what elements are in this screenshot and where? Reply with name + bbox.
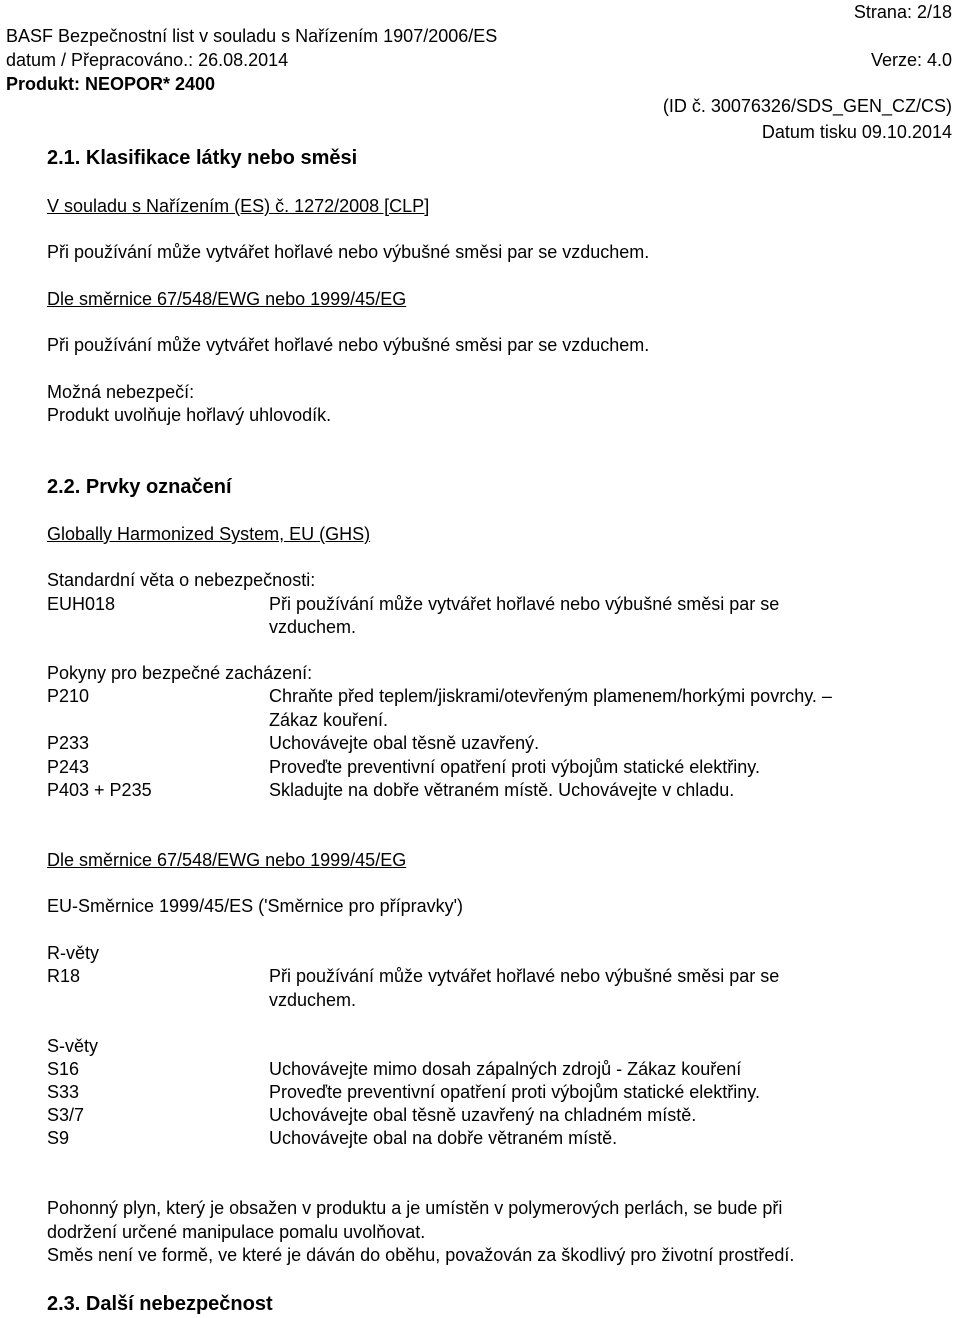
s-text: Uchovávejte mimo dosah zápalných zdrojů - Zákaz kouření bbox=[269, 1059, 742, 1079]
s-code: S16 bbox=[47, 1059, 80, 1079]
s-text: Uchovávejte obal na dobře větraném místě. bbox=[269, 1128, 618, 1148]
print-date: Datum tisku 09.10.2014 bbox=[761, 122, 952, 142]
hazard-statement-label: Standardní věta o nebezpečnosti: bbox=[47, 570, 316, 590]
version: Verze: 4.0 bbox=[870, 50, 952, 70]
precaution-code: P403 + P235 bbox=[47, 780, 152, 800]
note-propellant-cont: dodržení určené manipulace pomalu uvolňovat. bbox=[47, 1222, 426, 1242]
r-phrases-label: R-věty bbox=[47, 943, 100, 963]
precaution-text: Proveďte preventivní opatření proti výbojům statické elektřiny. bbox=[269, 757, 760, 777]
precaution-text-cont: Zákaz kouření. bbox=[269, 710, 389, 730]
clp-label: V souladu s Nařízením (ES) č. 1272/2008 [CLP] bbox=[47, 196, 430, 216]
eu-directive: EU-Směrnice 1999/45/ES ('Směrnice pro přípravky') bbox=[47, 896, 464, 916]
s-text: Proveďte preventivní opatření proti výbojům statické elektřiny. bbox=[269, 1082, 760, 1102]
precaution-code: P233 bbox=[47, 733, 90, 753]
ghs-label: Globally Harmonized System, EU (GHS) bbox=[47, 524, 371, 544]
euh-code: EUH018 bbox=[47, 594, 116, 614]
s-text: Uchovávejte obal těsně uzavřený na chladném místě. bbox=[269, 1105, 697, 1125]
document-title: BASF Bezpečnostní list v souladu s Nařízením 1907/2006/ES bbox=[6, 26, 498, 46]
euh-text: Při používání může vytvářet hořlavé nebo výbušné směsi par se bbox=[269, 594, 780, 614]
precaution-text: Skladujte na dobře větraném místě. Uchovávejte v chladu. bbox=[269, 780, 735, 800]
s-phrases-label: S-věty bbox=[47, 1036, 99, 1056]
product-name: Produkt: NEOPOR* 2400 bbox=[6, 74, 216, 94]
precaution-text: Uchovávejte obal těsně uzavřený. bbox=[269, 733, 540, 753]
r-code: R18 bbox=[47, 966, 81, 986]
section-2-3-heading: 2.3. Další nebezpečnost bbox=[47, 1293, 273, 1315]
s-code: S9 bbox=[47, 1128, 70, 1148]
section-2-2-heading: 2.2. Prvky označení bbox=[47, 476, 232, 498]
precaution-text: Chraňte před teplem/jiskrami/otevřeným plamenem/horkými povrchy. – bbox=[269, 686, 832, 706]
s-code: S33 bbox=[47, 1082, 80, 1102]
page-number: Strana: 2/18 bbox=[853, 2, 952, 22]
hazards-text: Produkt uvolňuje hořlavý uhlovodík. bbox=[47, 405, 332, 425]
section-2-1-heading: 2.1. Klasifikace látky nebo směsi bbox=[47, 147, 358, 169]
note-propellant: Pohonný plyn, který je obsažen v produktu a je umístěn v polymerových perlách, se bude při bbox=[47, 1198, 783, 1218]
document-id: (ID č. 30076326/SDS_GEN_CZ/CS) bbox=[662, 96, 952, 116]
dsd-label: Dle směrnice 67/548/EWG nebo 1999/45/EG bbox=[47, 289, 407, 309]
euh-text-cont: vzduchem. bbox=[269, 617, 357, 637]
note-environment: Směs není ve formě, ve které je dáván do oběhu, považován za škodlivý pro životní prostředí. bbox=[47, 1245, 795, 1265]
precaution-code: P210 bbox=[47, 686, 90, 706]
dsd-label-2: Dle směrnice 67/548/EWG nebo 1999/45/EG bbox=[47, 850, 407, 870]
s-code: S3/7 bbox=[47, 1105, 85, 1125]
clp-text: Při používání může vytvářet hořlavé nebo výbušné směsi par se vzduchem. bbox=[47, 242, 650, 262]
dsd-text: Při používání může vytvářet hořlavé nebo výbušné směsi par se vzduchem. bbox=[47, 335, 650, 355]
r-text: Při používání může vytvářet hořlavé nebo výbušné směsi par se bbox=[269, 966, 780, 986]
precautions-label: Pokyny pro bezpečné zacházení: bbox=[47, 663, 313, 683]
r-text-cont: vzduchem. bbox=[269, 990, 357, 1010]
hazards-label: Možná nebezpečí: bbox=[47, 382, 195, 402]
revision-date: datum / Přepracováno.: 26.08.2014 bbox=[6, 50, 289, 70]
precaution-code: P243 bbox=[47, 757, 90, 777]
